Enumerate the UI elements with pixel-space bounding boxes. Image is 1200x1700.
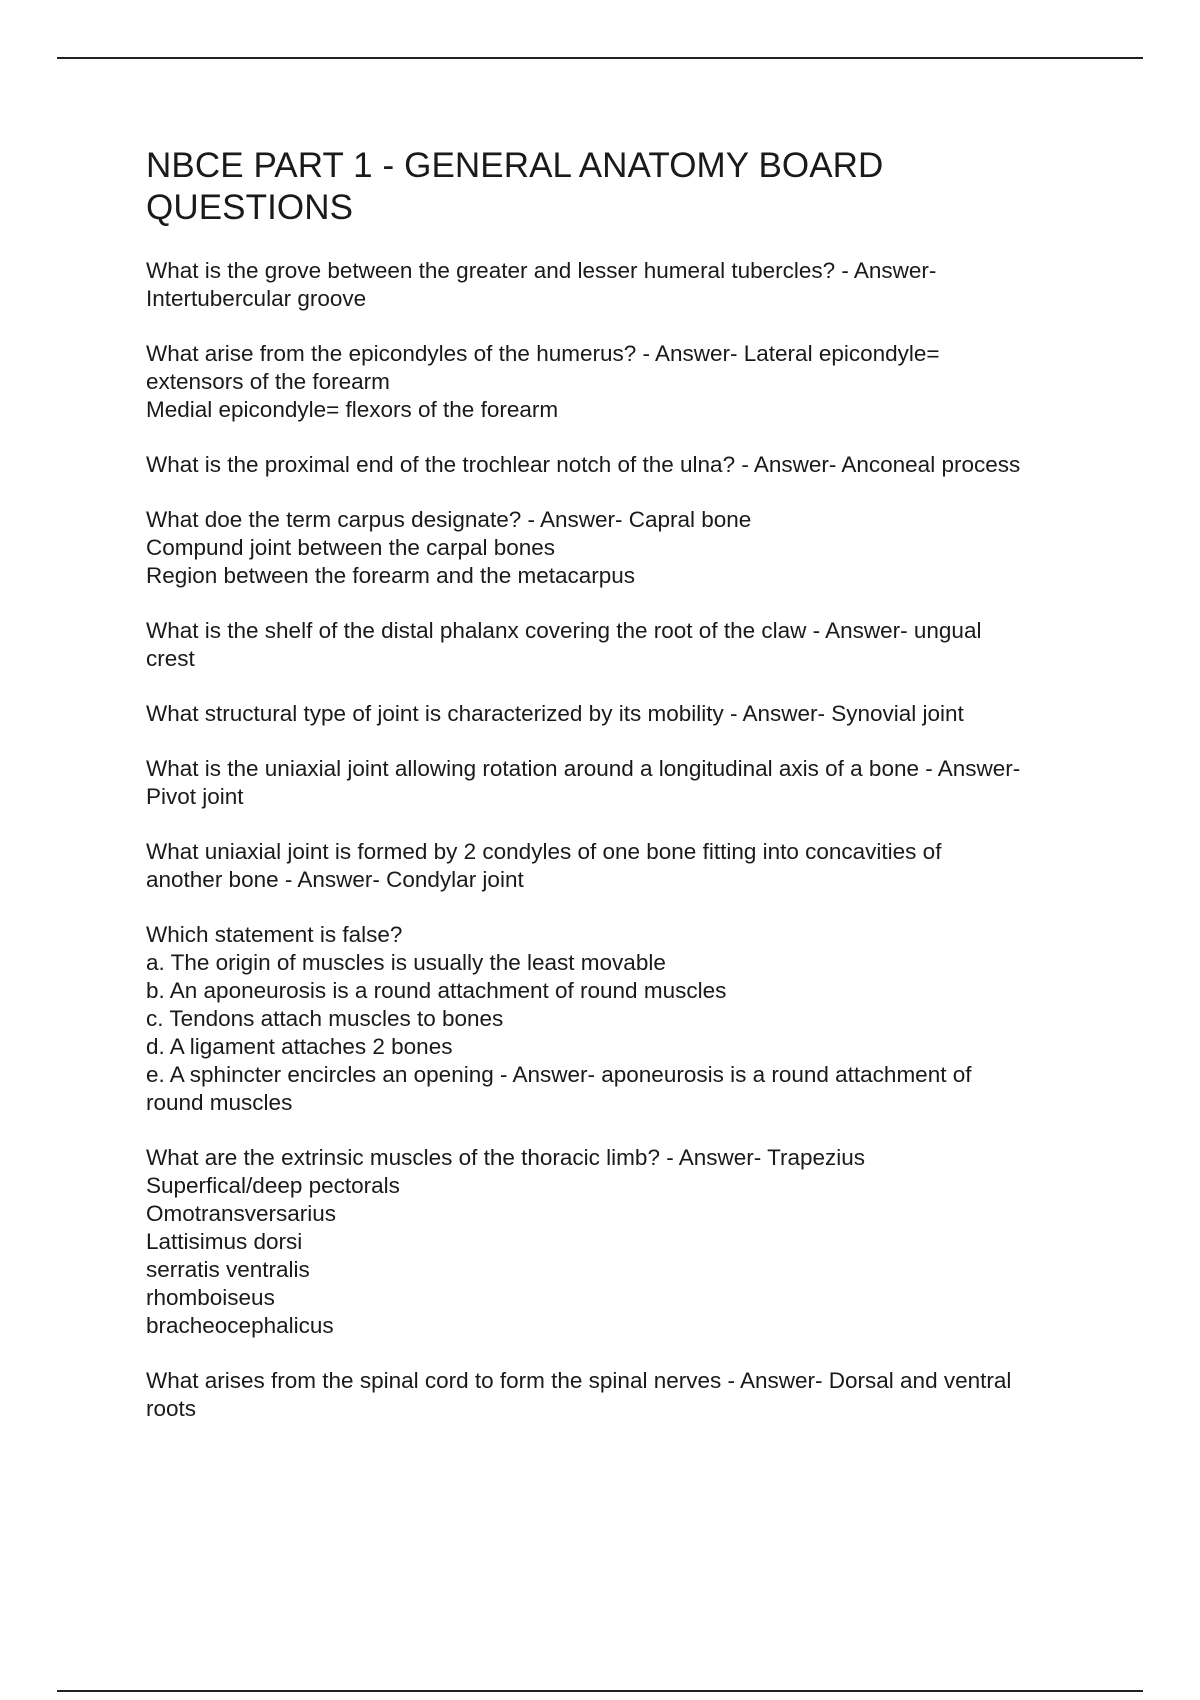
title-line: NBCE PART 1 - GENERAL ANATOMY BOARD [146, 146, 884, 185]
qa-line: roots [146, 1396, 197, 1421]
qa-line: b. An aponeurosis is a round attachment of round muscles [146, 978, 727, 1003]
bottom-divider [57, 1690, 1143, 1692]
qa-line: serratis ventralis [146, 1257, 310, 1282]
qa-line: What uniaxial joint is formed by 2 condyles of one bone fitting into concavities of [146, 839, 942, 864]
qa-line: c. Tendons attach muscles to bones [146, 1006, 504, 1031]
qa-entry [146, 700, 1106, 728]
qa-line: Region between the forearm and the metacarpus [146, 563, 636, 588]
top-divider [57, 57, 1143, 59]
qa-line: What arise from the epicondyles of the humerus? - Answer- Lateral epicondyle= [146, 341, 940, 366]
qa-line: What are the extrinsic muscles of the thoracic limb? - Answer- Trapezius [146, 1145, 866, 1170]
qa-entry [146, 257, 1106, 313]
qa-entry [146, 340, 1106, 424]
qa-entry [146, 451, 1106, 479]
qa-line: What arises from the spinal cord to form the spinal nerves - Answer- Dorsal and ventral [146, 1368, 1012, 1393]
qa-line: Medial epicondyle= flexors of the forearm [146, 397, 559, 422]
qa-line: What is the uniaxial joint allowing rotation around a longitudinal axis of a bone - Answer- [146, 756, 1021, 781]
qa-entry [146, 1144, 1106, 1340]
qa-line: What structural type of joint is characterized by its mobility - Answer- Synovial joint [146, 701, 964, 726]
qa-line: e. A sphincter encircles an opening - Answer- aponeurosis is a round attachment of [146, 1062, 972, 1087]
qa-line: Which statement is false? [146, 922, 403, 947]
document-title [146, 145, 1106, 229]
document-page [146, 145, 1106, 1450]
qa-entry [146, 1367, 1106, 1423]
qa-line: Omotransversarius [146, 1201, 337, 1226]
qa-line: Lattisimus dorsi [146, 1229, 303, 1254]
qa-line: a. The origin of muscles is usually the least movable [146, 950, 666, 975]
qa-entry [146, 921, 1106, 1117]
title-line: QUESTIONS [146, 188, 354, 227]
qa-line: bracheocephalicus [146, 1313, 334, 1338]
qa-entry [146, 617, 1106, 673]
qa-entry [146, 506, 1106, 590]
qa-entry [146, 755, 1106, 811]
qa-line: rhomboiseus [146, 1285, 275, 1310]
qa-line: What doe the term carpus designate? - Answer- Capral bone [146, 507, 752, 532]
qa-line: What is the proximal end of the trochlear notch of the ulna? - Answer- Anconeal process [146, 452, 1021, 477]
qa-line: crest [146, 646, 195, 671]
qa-line: round muscles [146, 1090, 293, 1115]
qa-line: Superfical/deep pectorals [146, 1173, 400, 1198]
qa-entry [146, 838, 1106, 894]
qa-line: Intertubercular groove [146, 286, 367, 311]
qa-line: What is the grove between the greater and lesser humeral tubercles? - Answer- [146, 258, 937, 283]
qa-line: What is the shelf of the distal phalanx covering the root of the claw - Answer- ungual [146, 618, 982, 643]
qa-line: d. A ligament attaches 2 bones [146, 1034, 453, 1059]
qa-line: Compund joint between the carpal bones [146, 535, 556, 560]
qa-line: another bone - Answer- Condylar joint [146, 867, 524, 892]
qa-line: Pivot joint [146, 784, 244, 809]
qa-line: extensors of the forearm [146, 369, 390, 394]
